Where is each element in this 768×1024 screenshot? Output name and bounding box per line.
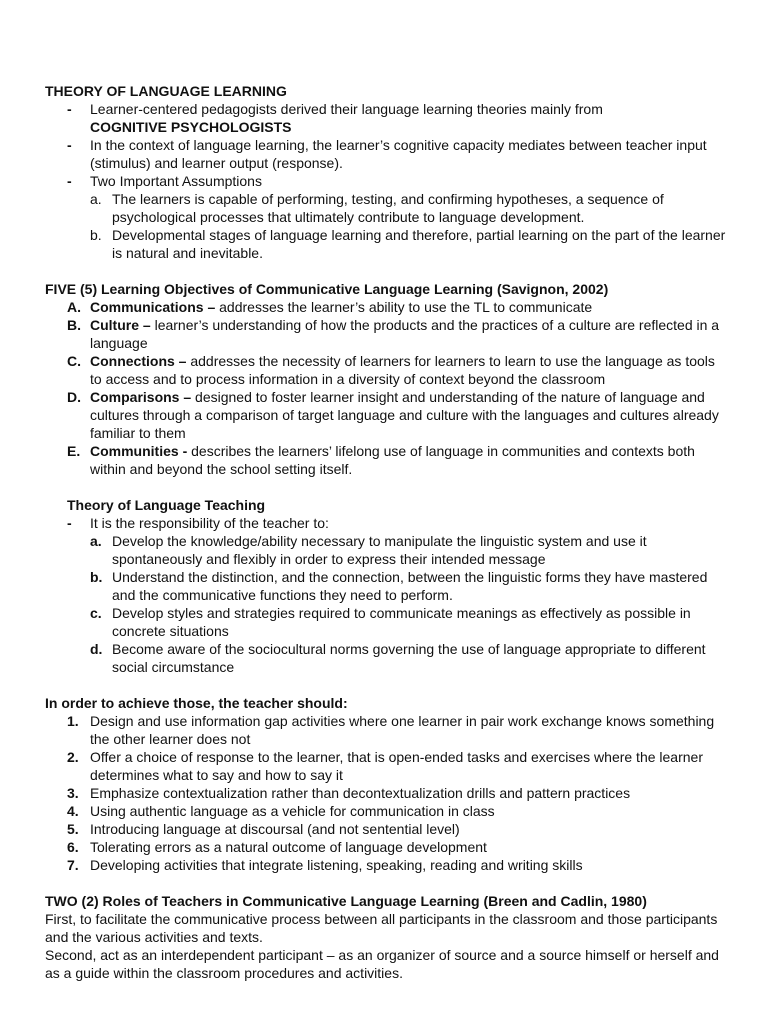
term-label: Connections – [90,353,187,369]
section-title: In order to achieve those, the teacher should: [45,695,348,711]
list-item [45,856,728,874]
list-marker: a. [90,191,102,207]
list-item-text: Develop styles and strategies required to communicate meanings as effectively as possible in concrete situations [112,605,691,639]
term-label: Communities - [90,443,188,459]
list-marker: 5. [67,821,79,837]
list-item [45,514,728,676]
list-item [90,568,728,604]
bullet-list [45,514,728,676]
list-item-text: Offer a choice of response to the learner, that is open-ended tasks and exercises where the learner determines what to say and how to say it [90,749,703,783]
list-marker: 7. [67,857,79,873]
list-item [45,748,728,784]
list-marker: 6. [67,839,79,855]
list-item-text: The learners is capable of performing, testing, and confirming hypotheses, a sequence of psychological processes that ultimately contribute to language development. [112,191,664,225]
list-marker: 1. [67,713,79,729]
section-teacher-roles [45,892,728,982]
list-item [45,802,728,820]
list-item-text: addresses the necessity of learners for learners to learn to use the language as tools to access and to process information in a diversity of context beyond the classroom [90,353,715,387]
term-label: Culture – [90,317,151,333]
section-language-teaching [45,496,728,514]
term-label: Communications – [90,299,216,315]
list-item-text: Learner-centered pedagogists derived their language learning theories mainly from [90,101,603,117]
list-marker: a. [90,533,102,549]
dash-bullet: - [67,173,72,189]
list-item [90,604,728,640]
list-item-text: Emphasize contextualization rather than decontextualization drills and pattern practices [90,785,631,801]
spacer [45,262,728,280]
term-label: Comparisons – [90,389,192,405]
responsibility-list [90,532,728,676]
list-marker: 2. [67,749,79,765]
section-language-learning [45,82,728,262]
list-item-text: Introducing language at discoursal (and not sentential level) [90,821,460,837]
list-item-text: In the context of language learning, the learner’s cognitive capacity mediates between teacher input (stimulus) and learner output (response). [90,137,707,171]
list-item-text: Understand the distinction, and the connection, between the linguistic forms they have mastered and the communicative functions they need to perform. [112,569,708,603]
list-marker: B. [67,317,81,333]
list-item [45,712,728,748]
list-marker: A. [67,299,81,315]
section-title: Theory of Language Teaching [67,497,266,513]
spacer [45,874,728,892]
list-item-text: It is the responsibility of the teacher to: [90,515,329,531]
dash-bullet: - [67,515,72,531]
list-item [45,316,728,352]
paragraph: First, to facilitate the communicative process between all participants in the classroom and those participants and the various activities and texts. [45,911,718,945]
list-item [45,100,728,136]
assumption-list [90,190,728,262]
list-item [45,838,728,856]
list-item-text: Two Important Assumptions [90,173,262,189]
list-item [45,820,728,838]
section-learning-objectives [45,280,728,478]
list-item [45,784,728,802]
list-item-text: addresses the learner’s ability to use the TL to communicate [215,299,593,315]
dash-bullet: - [67,137,72,153]
list-marker: C. [67,353,81,369]
list-item-text: learner’s understanding of how the products and the practices of a culture are reflected in a language [90,317,720,351]
list-item [45,136,728,172]
list-marker: 4. [67,803,79,819]
spacer [45,478,728,496]
list-item [90,640,728,676]
spacer [45,676,728,694]
list-item-text: describes the learners’ lifelong use of language in communities and contexts both within and beyond the school setting itself. [90,443,695,477]
objectives-list [45,298,728,478]
list-marker: E. [67,443,81,459]
paragraph: Second, act as an interdependent participant – as an organizer of source and a source himself or herself and as a guide within the classroom procedures and activities. [45,947,719,981]
list-item-text: Develop the knowledge/ability necessary to manipulate the linguistic system and use it spontaneously and flexibly in order to express their intended message [112,533,647,567]
list-item [45,352,728,388]
list-item-text: Design and use information gap activities where one learner in pair work exchange knows something the other learner does not [90,713,715,747]
list-item-text: Using authentic language as a vehicle for communication in class [90,803,495,819]
section-teacher-should [45,694,728,874]
list-item-text: Become aware of the sociocultural norms governing the use of language appropriate to different social circumstance [112,641,706,675]
bullet-list [45,100,728,262]
list-item [90,532,728,568]
dash-bullet: - [67,101,72,117]
list-marker: d. [90,641,103,657]
list-item [45,442,728,478]
emphasis-text: COGNITIVE PSYCHOLOGISTS [90,119,292,135]
list-marker: b. [90,569,103,585]
section-title: TWO (2) Roles of Teachers in Communicative Language Learning (Breen and Cadlin, 1980) [45,893,647,909]
list-item [45,298,728,316]
list-item [45,172,728,262]
list-marker: D. [67,389,81,405]
list-item-text: Tolerating errors as a natural outcome of language development [90,839,487,855]
numbered-list [45,712,728,874]
list-item [90,190,728,226]
list-marker: 3. [67,785,79,801]
list-item-text: Developmental stages of language learning and therefore, partial learning on the part of the learner is natural and inevitable. [112,227,726,261]
section-title: THEORY OF LANGUAGE LEARNING [45,83,287,99]
list-item [45,388,728,442]
section-title: FIVE (5) Learning Objectives of Communicative Language Learning (Savignon, 2002) [45,281,609,297]
list-item-text: designed to foster learner insight and understanding of the nature of language and cultures through a comparison of target language and culture with the languages and cultures already familiar to them [90,389,719,441]
list-item [90,226,728,262]
list-marker: b. [90,227,102,243]
list-item-text: Developing activities that integrate listening, speaking, reading and writing skills [90,857,583,873]
list-marker: c. [90,605,102,621]
